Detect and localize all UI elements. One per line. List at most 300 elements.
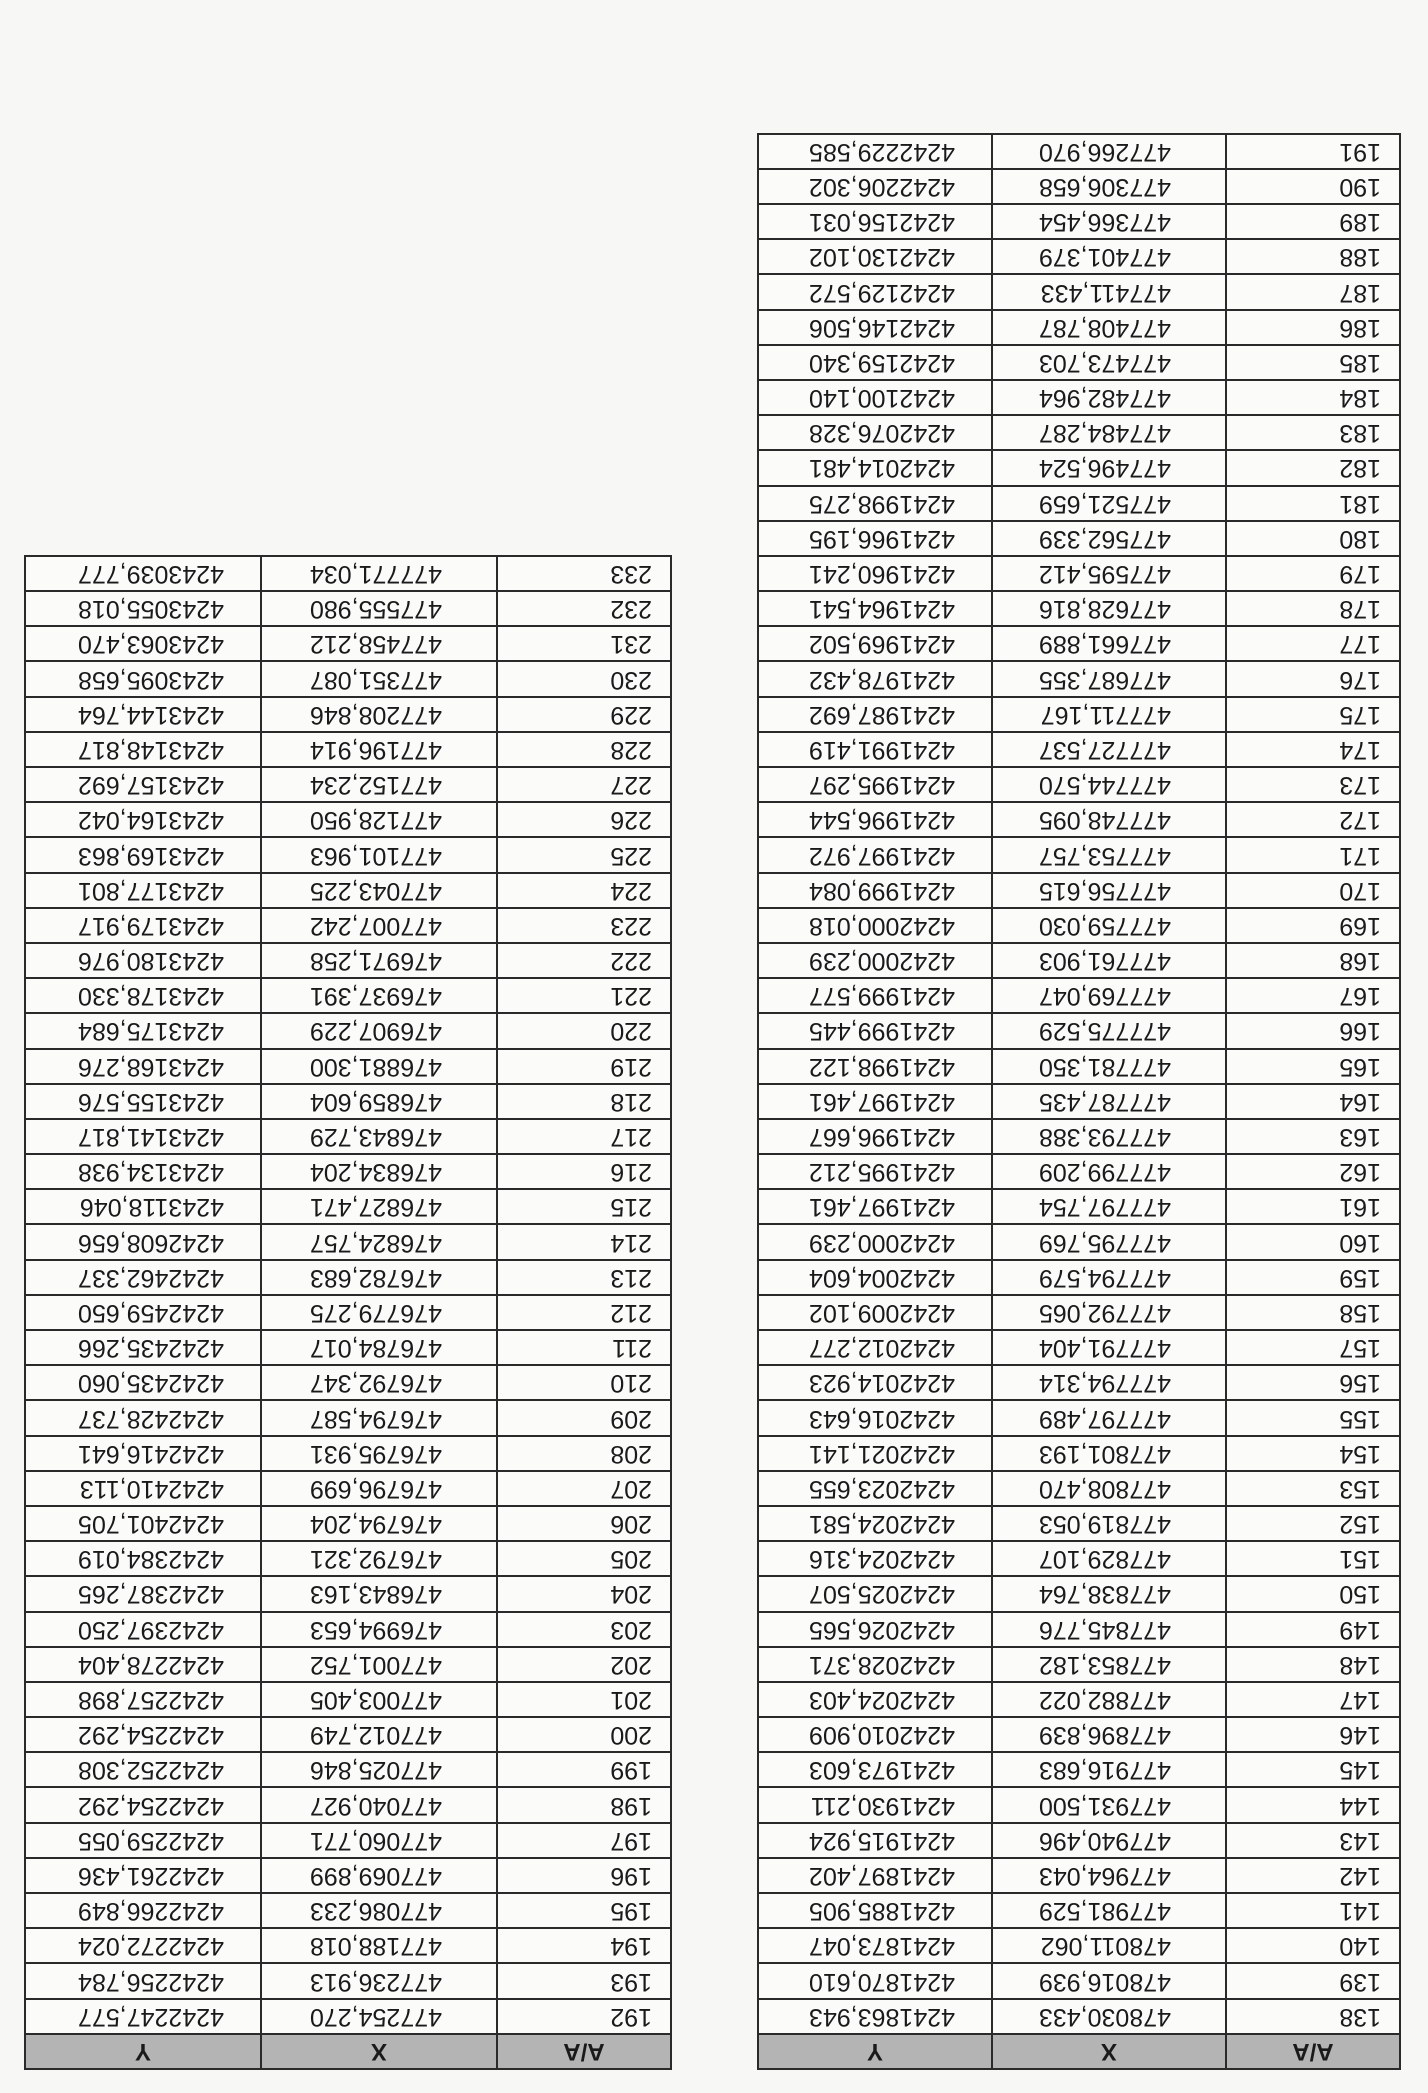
point-number: 194 (497, 1928, 671, 1963)
y-coordinate: 4241915,924 (758, 1823, 992, 1858)
point-number: 148 (1226, 1647, 1400, 1682)
point-number: 186 (1226, 310, 1400, 345)
y-coordinate: 4243179,917 (25, 908, 261, 943)
y-coordinate: 4243144,764 (25, 697, 261, 732)
x-coordinate: 477003,405 (261, 1682, 497, 1717)
point-number: 176 (1226, 662, 1400, 697)
x-coordinate: 477771,034 (261, 556, 497, 591)
x-coordinate: 477188,018 (261, 1928, 497, 1963)
table-row (758, 1823, 1400, 1858)
x-coordinate: 477794,579 (992, 1260, 1226, 1295)
y-coordinate: 4242024,581 (758, 1506, 992, 1541)
table-row (25, 837, 671, 872)
x-coordinate: 476971,258 (261, 943, 497, 978)
y-coordinate: 4243134,938 (25, 1154, 261, 1189)
y-coordinate: 4241964,541 (758, 591, 992, 626)
table-row (25, 1189, 671, 1224)
table-row (758, 978, 1400, 1013)
x-coordinate: 477797,489 (992, 1400, 1226, 1435)
table-row (758, 239, 1400, 274)
y-coordinate: 4242130,102 (758, 239, 992, 274)
table-row (758, 556, 1400, 591)
table-row (25, 1576, 671, 1611)
point-number: 161 (1226, 1189, 1400, 1224)
x-coordinate: 477794,314 (992, 1365, 1226, 1400)
x-coordinate: 477555,980 (261, 591, 497, 626)
y-coordinate: 4241987,692 (758, 697, 992, 732)
x-coordinate: 477521,659 (992, 486, 1226, 521)
point-number: 218 (497, 1084, 671, 1119)
table-row (25, 1858, 671, 1893)
table-row (758, 1612, 1400, 1647)
table-row (758, 591, 1400, 626)
table-row (758, 1647, 1400, 1682)
y-coordinate: 4243155,576 (25, 1084, 261, 1119)
table-row (25, 1436, 671, 1471)
table-row (25, 1647, 671, 1682)
point-number: 187 (1226, 274, 1400, 309)
x-coordinate: 478011,062 (992, 1928, 1226, 1963)
y-coordinate: 4243118,046 (25, 1189, 261, 1224)
point-number: 139 (1226, 1963, 1400, 1998)
point-number: 173 (1226, 767, 1400, 802)
table-row (758, 1928, 1400, 1963)
table-row (758, 169, 1400, 204)
x-coordinate: 477882,022 (992, 1682, 1226, 1717)
x-coordinate: 476784,017 (261, 1330, 497, 1365)
y-coordinate: 4242023,655 (758, 1471, 992, 1506)
x-coordinate: 477769,047 (992, 978, 1226, 1013)
point-number: 226 (497, 802, 671, 837)
x-coordinate: 477086,233 (261, 1893, 497, 1928)
table-row (758, 873, 1400, 908)
x-coordinate: 477128,950 (261, 802, 497, 837)
x-coordinate: 477795,769 (992, 1225, 1226, 1260)
point-number: 196 (497, 1858, 671, 1893)
y-coordinate: 4241973,603 (758, 1752, 992, 1787)
point-number: 183 (1226, 415, 1400, 450)
table-row (758, 662, 1400, 697)
y-coordinate: 4241999,084 (758, 873, 992, 908)
header-x: X (992, 2034, 1226, 2069)
x-coordinate: 476794,587 (261, 1400, 497, 1435)
y-coordinate: 4241996,667 (758, 1119, 992, 1154)
x-coordinate: 477628,816 (992, 591, 1226, 626)
y-coordinate: 4242256,784 (25, 1963, 261, 1998)
point-number: 204 (497, 1576, 671, 1611)
point-number: 199 (497, 1752, 671, 1787)
y-coordinate: 4243055,018 (25, 591, 261, 626)
point-number: 140 (1226, 1928, 1400, 1963)
point-number: 164 (1226, 1084, 1400, 1119)
point-number: 150 (1226, 1576, 1400, 1611)
x-coordinate: 477408,787 (992, 310, 1226, 345)
table-row (25, 1788, 671, 1823)
x-coordinate: 477401,379 (992, 239, 1226, 274)
y-coordinate: 4243175,684 (25, 1013, 261, 1048)
table-row (758, 274, 1400, 309)
point-number: 192 (497, 1999, 671, 2034)
x-coordinate: 477711,167 (992, 697, 1226, 732)
point-number: 138 (1226, 1999, 1400, 2034)
point-number: 225 (497, 837, 671, 872)
table-row (758, 1576, 1400, 1611)
x-coordinate: 477727,537 (992, 732, 1226, 767)
y-coordinate: 4242026,565 (758, 1612, 992, 1647)
table-row (758, 1788, 1400, 1823)
x-coordinate: 477007,242 (261, 908, 497, 943)
table-header-row (758, 2034, 1400, 2069)
point-number: 228 (497, 732, 671, 767)
x-coordinate: 476782,683 (261, 1260, 497, 1295)
x-coordinate: 476994,653 (261, 1612, 497, 1647)
header-aa: Α/Α (1226, 2034, 1400, 2069)
y-coordinate: 4242254,292 (25, 1788, 261, 1823)
table-row (25, 1119, 671, 1154)
point-number: 205 (497, 1541, 671, 1576)
table-row (25, 1999, 671, 2034)
point-number: 182 (1226, 450, 1400, 485)
x-coordinate: 477799,209 (992, 1154, 1226, 1189)
table-row (758, 1119, 1400, 1154)
x-coordinate: 476796,699 (261, 1471, 497, 1506)
x-coordinate: 477254,270 (261, 1999, 497, 2034)
point-number: 216 (497, 1154, 671, 1189)
table-row (758, 1717, 1400, 1752)
y-coordinate: 4241897,402 (758, 1858, 992, 1893)
y-coordinate: 4242384,019 (25, 1541, 261, 1576)
y-coordinate: 4242428,737 (25, 1400, 261, 1435)
point-number: 188 (1226, 239, 1400, 274)
table-row (758, 802, 1400, 837)
point-number: 198 (497, 1788, 671, 1823)
point-number: 223 (497, 908, 671, 943)
table-row (25, 1260, 671, 1295)
table-row (25, 1049, 671, 1084)
y-coordinate: 4243180,976 (25, 943, 261, 978)
table-row (758, 1049, 1400, 1084)
table-row (758, 1260, 1400, 1295)
point-number: 174 (1226, 732, 1400, 767)
x-coordinate: 477748,095 (992, 802, 1226, 837)
y-coordinate: 4241930,211 (758, 1788, 992, 1823)
x-coordinate: 477687,355 (992, 662, 1226, 697)
table-row (758, 1963, 1400, 1998)
x-coordinate: 476843,729 (261, 1119, 497, 1154)
x-coordinate: 477940,496 (992, 1823, 1226, 1858)
point-number: 169 (1226, 908, 1400, 943)
y-coordinate: 4241995,212 (758, 1154, 992, 1189)
y-coordinate: 4242129,572 (758, 274, 992, 309)
point-number: 215 (497, 1189, 671, 1224)
table-row (25, 732, 671, 767)
point-number: 197 (497, 1823, 671, 1858)
y-coordinate: 4241998,122 (758, 1049, 992, 1084)
y-coordinate: 4242146,506 (758, 310, 992, 345)
x-coordinate: 476881,300 (261, 1049, 497, 1084)
table-row (758, 134, 1400, 169)
header-y: Y (758, 2034, 992, 2069)
y-coordinate: 4242028,371 (758, 1647, 992, 1682)
table-row (25, 591, 671, 626)
x-coordinate: 477196,914 (261, 732, 497, 767)
x-coordinate: 476779,275 (261, 1295, 497, 1330)
point-number: 171 (1226, 837, 1400, 872)
y-coordinate: 4243157,692 (25, 767, 261, 802)
point-number: 222 (497, 943, 671, 978)
x-coordinate: 477001,752 (261, 1647, 497, 1682)
table-row (25, 1752, 671, 1787)
x-coordinate: 477152,234 (261, 767, 497, 802)
x-coordinate: 476834,204 (261, 1154, 497, 1189)
y-coordinate: 4242259,055 (25, 1823, 261, 1858)
x-coordinate: 477744,570 (992, 767, 1226, 802)
x-coordinate: 477756,615 (992, 873, 1226, 908)
point-number: 153 (1226, 1471, 1400, 1506)
table-row (758, 626, 1400, 661)
table-row (758, 1752, 1400, 1787)
table-row (758, 908, 1400, 943)
x-coordinate: 477060,771 (261, 1823, 497, 1858)
point-number: 162 (1226, 1154, 1400, 1189)
point-number: 189 (1226, 204, 1400, 239)
y-coordinate: 4242435,060 (25, 1365, 261, 1400)
point-number: 163 (1226, 1119, 1400, 1154)
point-number: 145 (1226, 1752, 1400, 1787)
point-number: 167 (1226, 978, 1400, 1013)
table-row (25, 556, 671, 591)
header-x: X (261, 2034, 497, 2069)
x-coordinate: 477853,182 (992, 1647, 1226, 1682)
y-coordinate: 4242462,337 (25, 1260, 261, 1295)
y-coordinate: 4242266,849 (25, 1893, 261, 1928)
point-number: 193 (497, 1963, 671, 1998)
point-number: 158 (1226, 1295, 1400, 1330)
x-coordinate: 478030,433 (992, 1999, 1226, 2034)
point-number: 212 (497, 1295, 671, 1330)
table-row (25, 1330, 671, 1365)
y-coordinate: 4242000,018 (758, 908, 992, 943)
table-row (758, 1893, 1400, 1928)
y-coordinate: 4242004,604 (758, 1260, 992, 1295)
y-coordinate: 4242000,239 (758, 1225, 992, 1260)
x-coordinate: 477484,287 (992, 415, 1226, 450)
table-row (758, 1189, 1400, 1224)
table-row (758, 1471, 1400, 1506)
x-coordinate: 477964,043 (992, 1858, 1226, 1893)
table-row (758, 1436, 1400, 1471)
table-row (758, 1541, 1400, 1576)
point-number: 181 (1226, 486, 1400, 521)
coordinates-table-right (24, 555, 672, 2070)
y-coordinate: 4242156,031 (758, 204, 992, 239)
table-row (758, 1506, 1400, 1541)
y-coordinate: 4242000,239 (758, 943, 992, 978)
table-row (25, 626, 671, 661)
x-coordinate: 477819,053 (992, 1506, 1226, 1541)
y-coordinate: 4242025,507 (758, 1576, 992, 1611)
point-number: 142 (1226, 1858, 1400, 1893)
table-row (758, 1858, 1400, 1893)
y-coordinate: 4242206,302 (758, 169, 992, 204)
y-coordinate: 4242254,292 (25, 1717, 261, 1752)
x-coordinate: 477069,899 (261, 1858, 497, 1893)
table-row (25, 1928, 671, 1963)
table-row (25, 1717, 671, 1752)
point-number: 160 (1226, 1225, 1400, 1260)
point-number: 201 (497, 1682, 671, 1717)
point-number: 211 (497, 1330, 671, 1365)
table-row (758, 697, 1400, 732)
table-row (758, 1400, 1400, 1435)
table-row (758, 837, 1400, 872)
point-number: 152 (1226, 1506, 1400, 1541)
x-coordinate: 477896,839 (992, 1717, 1226, 1752)
header-y: Y (25, 2034, 261, 2069)
x-coordinate: 477808,470 (992, 1471, 1226, 1506)
point-number: 214 (497, 1225, 671, 1260)
point-number: 200 (497, 1717, 671, 1752)
point-number: 229 (497, 697, 671, 732)
point-number: 184 (1226, 380, 1400, 415)
y-coordinate: 4241997,461 (758, 1084, 992, 1119)
point-number: 146 (1226, 1717, 1400, 1752)
table-row (25, 1682, 671, 1717)
x-coordinate: 477661,889 (992, 626, 1226, 661)
table-row (758, 415, 1400, 450)
point-number: 144 (1226, 1788, 1400, 1823)
y-coordinate: 4241873,047 (758, 1928, 992, 1963)
y-coordinate: 4242387,265 (25, 1576, 261, 1611)
table-row (25, 908, 671, 943)
x-coordinate: 477753,757 (992, 837, 1226, 872)
table-row (758, 767, 1400, 802)
table-row (25, 697, 671, 732)
y-coordinate: 4241960,241 (758, 556, 992, 591)
y-coordinate: 4242410,113 (25, 1471, 261, 1506)
table-row (25, 978, 671, 1013)
x-coordinate: 477040,927 (261, 1788, 497, 1823)
point-number: 227 (497, 767, 671, 802)
table-row (25, 1823, 671, 1858)
y-coordinate: 4242229,585 (758, 134, 992, 169)
x-coordinate: 476827,471 (261, 1189, 497, 1224)
y-coordinate: 4243039,777 (25, 556, 261, 591)
y-coordinate: 4242257,898 (25, 1682, 261, 1717)
x-coordinate: 477012,749 (261, 1717, 497, 1752)
x-coordinate: 477781,350 (992, 1049, 1226, 1084)
table-row (758, 204, 1400, 239)
y-coordinate: 4243063,470 (25, 626, 261, 661)
point-number: 175 (1226, 697, 1400, 732)
point-number: 219 (497, 1049, 671, 1084)
x-coordinate: 477473,703 (992, 345, 1226, 380)
x-coordinate: 477845,776 (992, 1612, 1226, 1647)
point-number: 210 (497, 1365, 671, 1400)
point-number: 230 (497, 662, 671, 697)
table-row (758, 310, 1400, 345)
y-coordinate: 4243178,330 (25, 978, 261, 1013)
table-body-left (758, 134, 1400, 2034)
table-row (25, 1013, 671, 1048)
x-coordinate: 477236,913 (261, 1963, 497, 1998)
x-coordinate: 476907,229 (261, 1013, 497, 1048)
x-coordinate: 477208,846 (261, 697, 497, 732)
point-number: 159 (1226, 1260, 1400, 1295)
point-number: 166 (1226, 1013, 1400, 1048)
point-number: 157 (1226, 1330, 1400, 1365)
point-number: 168 (1226, 943, 1400, 978)
point-number: 149 (1226, 1612, 1400, 1647)
x-coordinate: 477458,212 (261, 626, 497, 661)
x-coordinate: 476792,347 (261, 1365, 497, 1400)
y-coordinate: 4242024,403 (758, 1682, 992, 1717)
table-row (758, 450, 1400, 485)
point-number: 231 (497, 626, 671, 661)
y-coordinate: 4242435,266 (25, 1330, 261, 1365)
point-number: 213 (497, 1260, 671, 1295)
point-number: 220 (497, 1013, 671, 1048)
x-coordinate: 476792,321 (261, 1541, 497, 1576)
point-number: 172 (1226, 802, 1400, 837)
x-coordinate: 478016,939 (992, 1963, 1226, 1998)
table-row (758, 345, 1400, 380)
y-coordinate: 4241966,195 (758, 521, 992, 556)
y-coordinate: 4241978,432 (758, 662, 992, 697)
y-coordinate: 4243095,658 (25, 662, 261, 697)
y-coordinate: 4241997,972 (758, 837, 992, 872)
x-coordinate: 476859,604 (261, 1084, 497, 1119)
y-coordinate: 4242159,340 (758, 345, 992, 380)
table-row (758, 1295, 1400, 1330)
table-row (25, 767, 671, 802)
table-row (758, 380, 1400, 415)
y-coordinate: 4241998,275 (758, 486, 992, 521)
table-row (25, 943, 671, 978)
y-coordinate: 4241885,905 (758, 1893, 992, 1928)
y-coordinate: 4243148,817 (25, 732, 261, 767)
table-row (25, 1225, 671, 1260)
y-coordinate: 4242272,024 (25, 1928, 261, 1963)
point-number: 177 (1226, 626, 1400, 661)
y-coordinate: 4242397,250 (25, 1612, 261, 1647)
table-body-right (25, 556, 671, 2034)
y-coordinate: 4243164,042 (25, 802, 261, 837)
point-number: 147 (1226, 1682, 1400, 1717)
y-coordinate: 4241870,610 (758, 1963, 992, 1998)
point-number: 233 (497, 556, 671, 591)
table-row (758, 1330, 1400, 1365)
point-number: 221 (497, 978, 671, 1013)
x-coordinate: 477792,065 (992, 1295, 1226, 1330)
y-coordinate: 4242014,481 (758, 450, 992, 485)
point-number: 170 (1226, 873, 1400, 908)
y-coordinate: 4242261,436 (25, 1858, 261, 1893)
table-row (25, 1154, 671, 1189)
table-row (25, 1295, 671, 1330)
x-coordinate: 477266,970 (992, 134, 1226, 169)
point-number: 209 (497, 1400, 671, 1435)
x-coordinate: 476937,391 (261, 978, 497, 1013)
x-coordinate: 477916,683 (992, 1752, 1226, 1787)
x-coordinate: 476824,757 (261, 1225, 497, 1260)
table-row (758, 1682, 1400, 1717)
table-row (758, 1999, 1400, 2034)
x-coordinate: 477787,435 (992, 1084, 1226, 1119)
y-coordinate: 4242012,277 (758, 1330, 992, 1365)
y-coordinate: 4242416,641 (25, 1436, 261, 1471)
coordinates-table-left (757, 133, 1401, 2070)
